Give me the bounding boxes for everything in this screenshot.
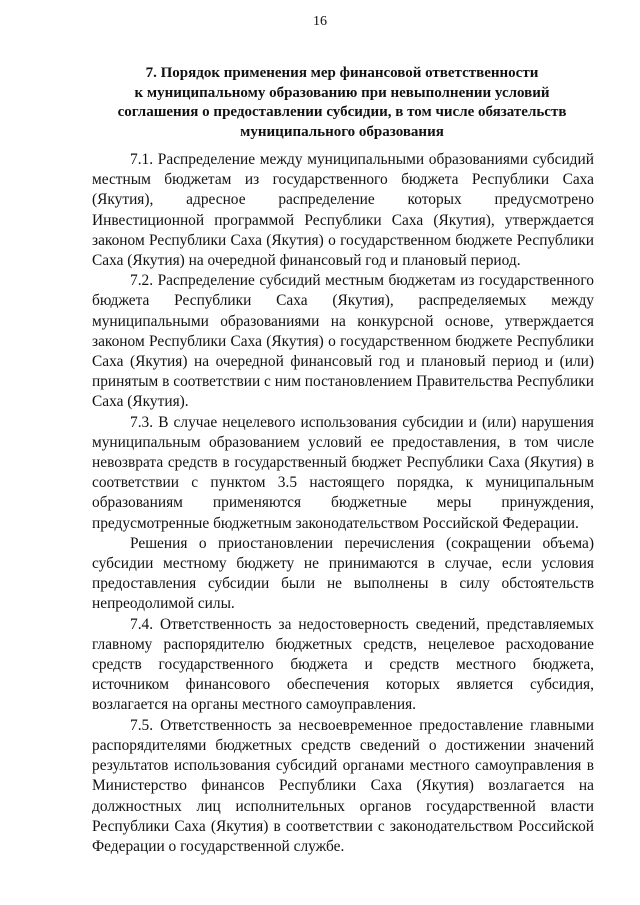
section-heading-line: 7. Порядок применения мер финансовой ответственности [145, 65, 539, 81]
document-body [92, 150, 594, 857]
page-number: 16 [313, 14, 327, 29]
section-heading-line: к муниципальному образованию при невыполнении условий [134, 84, 550, 101]
paragraph-7-1: 7.1. Распределение между муниципальными образованиями субсидий местным бюджетам из государственного бюджета Республики Саха (Якутия), адресное распределение которых предусмотрено Инвестиционной программой Республики Саха (Якутия), утверждается законом Республики Саха (Якутия) о государственном бюджете Республики Саха (Якутия) на очередной финансовый год и плановый период. [92, 151, 594, 270]
paragraph-7-4: 7.4. Ответственность за недостоверность сведений, представляемых главному распорядителю бюджетных средств, нецелевое расходование средств государственного бюджета и средств местного бюджета, источником финансового обеспечения которых является субсидия, возлагается на органы местного самоуправления. [92, 615, 594, 714]
paragraph-7-3-decisions: Решения о приостановлении перечисления (сокращении объема) субсидии местному бюджету не принимаются в случае, если условия предоставления субсидии были не выполнены в силу обстоятельств непреодолимой силы. [92, 534, 594, 613]
section-heading [92, 64, 592, 142]
paragraph-7-2: 7.2. Распределение субсидий местным бюджетам из государственного бюджета Республики Саха (Якутия), распределяемых между муниципальными образованиями на конкурсной основе, утверждается законом Республики Саха (Якутия) о государственном бюджете Республики Саха (Якутия) на очередной финансовый год и плановый период и (или) принятым в соответствии с ним постановлением Правительства Республики Саха (Якутия). [92, 272, 594, 411]
section-heading-line: соглашения о предоставлении субсидии, в том числе обязательств [117, 104, 567, 120]
section-heading-line: муниципального образования [240, 123, 444, 140]
paragraph-7-5: 7.5. Ответственность за несвоевременное предоставление главными распорядителями бюджетных средств сведений о достижении значений результатов использования субсидий органами местного самоуправления в Министерство финансов Республики Саха (Якутия) возлагается на должностных лиц исполнительных органов государственной власти Республики Саха (Якутия) в соответствии с законодательством Российской Федерации о государственной службе. [92, 716, 594, 855]
paragraph-7-3: 7.3. В случае нецелевого использования субсидии и (или) нарушения муниципальным образованием условий ее предоставления, в том числе невозврата средств в государственный бюджет Республики Саха (Якутия) в соответствии с пунктом 3.5 настоящего порядка, к муниципальным образованиям применяются бюджетные меры принуждения, предусмотренные бюджетным законодательством Российской Федерации. [92, 413, 594, 532]
